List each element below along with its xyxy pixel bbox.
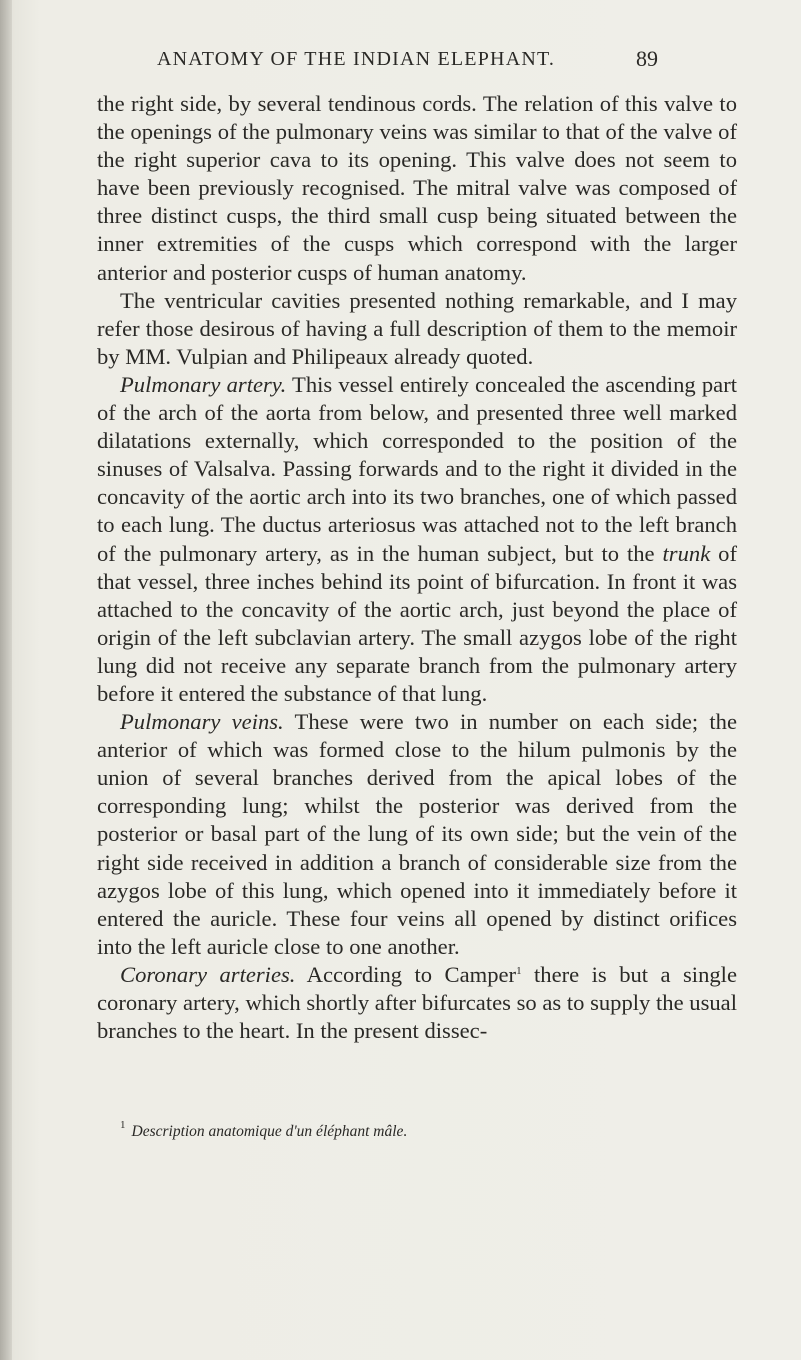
pulmonary-artery-text-b: of that vessel, three inches behind its point of bifurcation. In front it was attached to the concavity of the aortic arch, just beyond the place of origin of the left subclavian artery. The small azygos lobe of the right lung did not receive any separate branch from the pulmonary artery before it entered the substance of that lung. (97, 540, 737, 706)
binding-gutter-shadow (0, 0, 12, 1360)
pulmonary-artery-text-a: This vessel entirely concealed the ascending part of the arch of the aorta from below, and presented three well marked dilatations externally, which corresponded to the position of the sinuses of Valsalva. Passing forwards and to the right it divided in the concavity of the aortic arch into its two branches, one of which passed to each lung. The ductus arteriosus was attached not to the left branch of the pulmonary artery, as in the human subject, but to the (97, 371, 737, 566)
footnote-text: Description anatomique d'un éléphant mâle. (131, 1123, 408, 1140)
coronary-text-a: According to Camper (306, 961, 517, 987)
paragraph-coronary-arteries (97, 961, 737, 1045)
paragraph-pulmonary-artery (97, 371, 737, 708)
paragraph-pulmonary-veins (97, 708, 737, 961)
page-number: 89 (636, 46, 658, 71)
coronary-text-b: there is but a single coronary artery, which shortly after bifurcates so as to supply the usual branches to the heart. In the present dissec- (97, 961, 737, 1044)
emphasis-trunk: trunk (662, 540, 711, 566)
pulmonary-veins-text: These were two in number on each side; the anterior of which was formed close to the hilum pulmonis by the union of several branches derived from the apical lobes of the corresponding lung; whilst the posterior was derived from the posterior or basal part of the lung of its own side; but the vein of the right side received in addition a branch of considerable size from the azygos lobe of this lung, which opened into it immediately before it entered the auricle. These four veins all opened by distinct orifices into the left auricle close to one another. (97, 709, 737, 959)
running-title: ANATOMY OF THE INDIAN ELEPHANT. (157, 48, 556, 70)
section-heading-coronary-arteries: Coronary arteries. (120, 961, 296, 987)
section-heading-pulmonary-artery: Pulmonary artery. (120, 371, 287, 397)
paragraph-ventricular-cavities: The ventricular cavities presented nothing remarkable, and I may refer those desirous of having a full description of them to the memoir by MM. Vulpian and Philipeaux already quoted. (97, 287, 737, 369)
paragraph-mitral-valve: the right side, by several tendinous cords. The relation of this valve to the openings of the pulmonary veins was similar to that of the valve of the right superior cava to its opening. This valve does not seem to have been previously recognised. The mitral valve was composed of three distinct cusps, the third small cusp being situated between the inner extremities of the cusps which correspond with the larger anterior and posterior cusps of human anatomy. (97, 91, 737, 285)
body-text (97, 90, 737, 1045)
section-heading-pulmonary-veins: Pulmonary veins. (120, 709, 284, 735)
footnote-reference: 1 (516, 964, 522, 977)
footnote (120, 1119, 740, 1142)
footnote-marker: 1 (120, 1119, 126, 1131)
